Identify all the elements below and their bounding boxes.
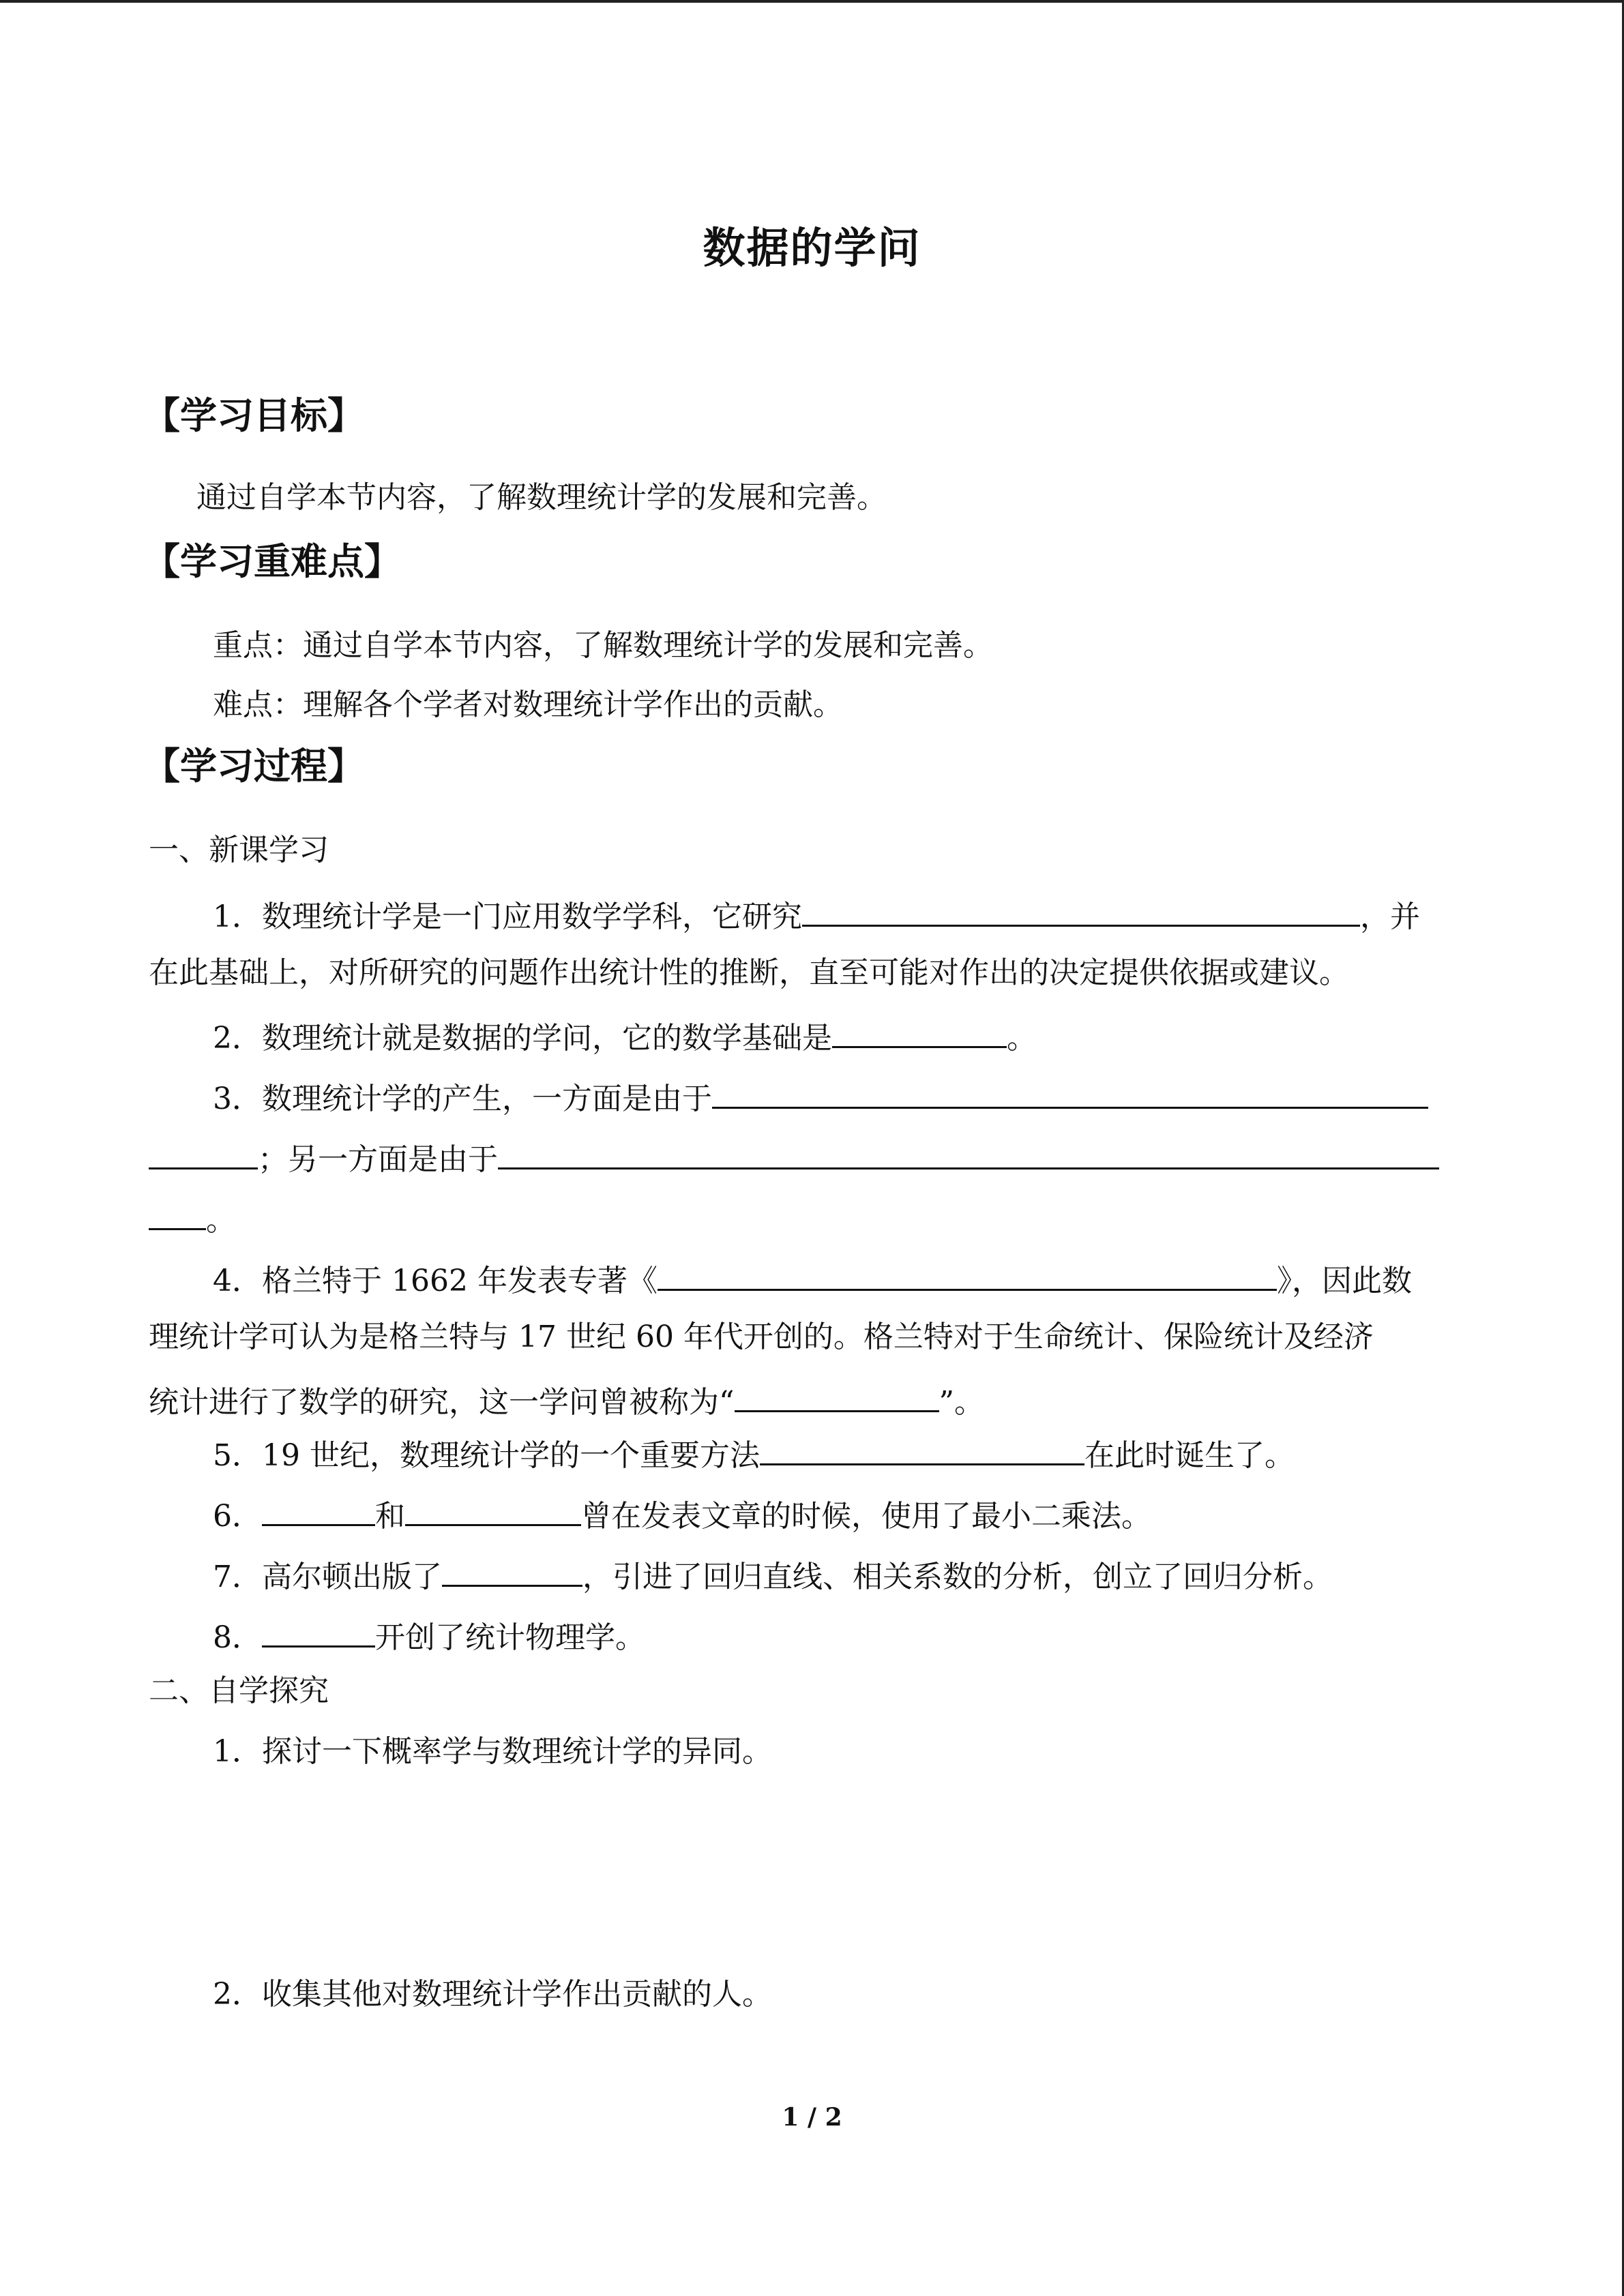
question-1-cont: 在此基础上，对所研究的问题作出统计性的推断，直至可能对作出的决定提供依据或建议。: [149, 955, 1349, 990]
answer-blank[interactable]: [802, 892, 1360, 927]
answer-blank[interactable]: [658, 1256, 1277, 1291]
goal-text: 通过自学本节内容，了解数理统计学的发展和完善。: [196, 480, 887, 515]
answer-blank[interactable]: [712, 1074, 1428, 1109]
key-heading: 【学习重难点】: [143, 540, 401, 583]
question-6: 6． 和 曾在发表文章的时候，使用了最小二乘法。: [213, 1491, 1151, 1537]
question-5: 5．19 世纪，数理统计学的一个重要方法 在此时诞生了。: [213, 1431, 1295, 1476]
question-2: 2．数理统计就是数据的学问，它的数学基础是 。: [213, 1013, 1037, 1059]
part1-heading: 一、新课学习: [149, 833, 329, 867]
question-4-cont: 理统计学可认为是格兰特与 17 世纪 60 年代开创的。格兰特对于生命统计、保险统计及经济: [149, 1320, 1374, 1354]
answer-blank[interactable]: [498, 1135, 1439, 1169]
question-7: 7．高尔顿出版了 ，引进了回归直线、相关系数的分析，创立了回归分析。: [213, 1552, 1333, 1598]
page-title: 数据的学问: [703, 223, 921, 273]
inquiry-1: 1．探讨一下概率学与数理统计学的异同。: [213, 1734, 772, 1769]
question-4-end: 统计进行了数学的研究，这一学问曾被称为“ ”。: [149, 1377, 984, 1423]
answer-blank[interactable]: [442, 1552, 582, 1587]
goal-heading: 【学习目标】: [143, 394, 364, 437]
question-3-cont: ；另一方面是由于: [149, 1135, 1439, 1180]
inquiry-2: 2．收集其他对数理统计学作出贡献的人。: [213, 1977, 772, 2012]
question-3-end: 。: [149, 1195, 236, 1241]
answer-blank[interactable]: [149, 1195, 206, 1230]
answer-blank[interactable]: [735, 1377, 939, 1412]
question-1: 1．数理统计学是一门应用数学学科，它研究 ，并: [213, 892, 1420, 938]
difficult-point: 难点：理解各个学者对数理统计学作出的贡献。: [213, 687, 843, 722]
answer-blank[interactable]: [262, 1613, 375, 1648]
answer-blank[interactable]: [149, 1135, 258, 1169]
answer-blank[interactable]: [262, 1491, 375, 1526]
question-8: 8． 开创了统计物理学。: [213, 1613, 645, 1658]
key-point: 重点：通过自学本节内容，了解数理统计学的发展和完善。: [213, 628, 993, 663]
page-number: 1 / 2: [782, 2103, 842, 2132]
part2-heading: 二、自学探究: [149, 1673, 329, 1708]
question-3: 3．数理统计学的产生，一方面是由于: [213, 1074, 1428, 1120]
answer-blank[interactable]: [405, 1491, 581, 1526]
question-4: 4．格兰特于 1662 年发表专著《 》，因此数: [213, 1256, 1412, 1302]
answer-blank[interactable]: [760, 1431, 1084, 1465]
answer-blank[interactable]: [832, 1013, 1007, 1048]
process-heading: 【学习过程】: [143, 745, 364, 788]
